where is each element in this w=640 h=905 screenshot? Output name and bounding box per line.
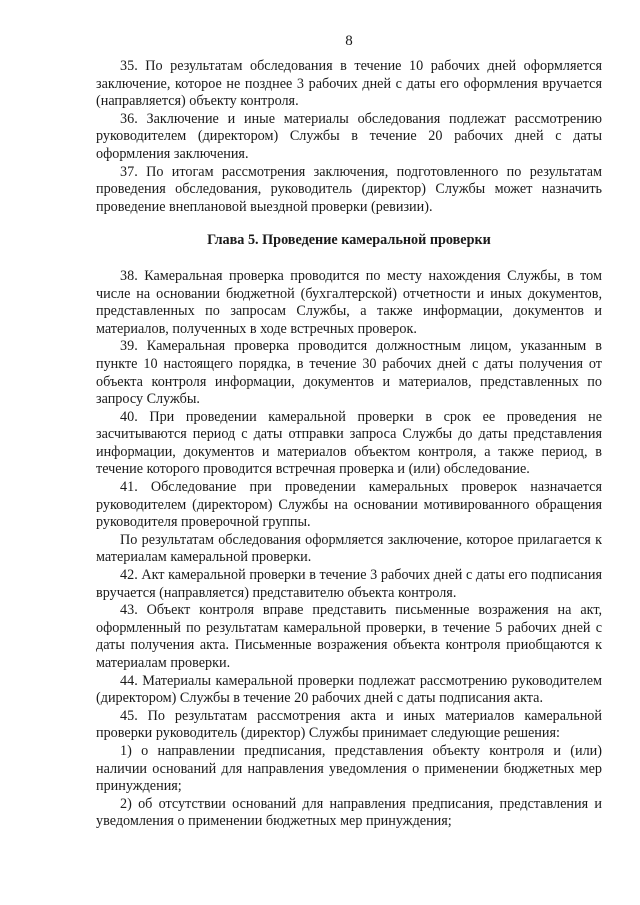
paragraph-43: 43. Объект контроля вправе представить письменные возражения на акт, оформленный по результатам камеральной проверки, в течение 5 рабочих дней с даты получения акта. Письменные возражения объекта контроля приобщаются к материалам проверки. (96, 602, 602, 671)
paragraph-39: 39. Камеральная проверка проводится должностным лицом, указанным в пункте 10 настоящего порядка, в течение 30 рабочих дней с даты получения от объекта контроля информации, документов и материалов, представленных по запросу Службы. (96, 338, 602, 408)
page-number: 8 (345, 33, 353, 49)
paragraph-36: 36. Заключение и иные материалы обследования подлежат рассмотрению руководителем (директором) Службы в течение 20 рабочих дней с даты оформления заключения. (96, 110, 602, 162)
paragraph-45: 45. По результатам рассмотрения акта и иных материалов камеральной проверки руководитель (директор) Службы принимает следующие решения: (96, 707, 602, 742)
paragraph-41-note: По результатам обследования оформляется заключение, которое прилагается к материалам камеральной проверки. (96, 531, 602, 566)
chapter-heading: Глава 5. Проведение камеральной проверки (207, 232, 491, 249)
paragraph-40: 40. При проведении камеральной проверки в срок ее проведения не засчитываются период с даты отправки запроса Службы до даты представления информации, документов и материалов объектом контроля, а также период, в течение которого проводится встречная проверка и (или) обследование. (96, 408, 602, 478)
paragraph-38: 38. Камеральная проверка проводится по месту нахождения Службы, в том числе на основании бюджетной (бухгалтерской) отчетности и иных документов, представленных по запросам Службы, а также информации, документов и материалов, полученных в ходе встречных проверок. (96, 267, 602, 337)
paragraph-37: 37. По итогам рассмотрения заключения, подготовленного по результатам проведения обследования, руководитель (директор) Службы может назначить проведение внеплановой выездной проверки (ревизии). (96, 163, 602, 215)
paragraph-42: 42. Акт камеральной проверки в течение 3 рабочих дней с даты его подписания вручается (направляется) представителю объекта контроля. (96, 567, 602, 601)
list-item-2: 2) об отсутствии оснований для направления предписания, представления и уведомления о применении бюджетных мер принуждения; (96, 795, 602, 830)
paragraph-44: 44. Материалы камеральной проверки подлежат рассмотрению руководителем (директором) Службы в течение 20 рабочих дней с даты подписания акта. (96, 672, 602, 707)
list-item-1: 1) о направлении предписания, представления объекту контроля и (или) наличии оснований для направления уведомления о применении бюджетных мер принуждения; (96, 742, 602, 795)
paragraph-35: 35. По результатам обследования в течение 10 рабочих дней оформляется заключение, которое не позднее 3 рабочих дней с даты его оформления вручается (направляется) объекту контроля. (96, 58, 602, 110)
paragraph-41: 41. Обследование при проведении камеральных проверок назначается руководителем (директором) Службы на основании мотивированного обращения руководителя проверочной группы. (96, 479, 602, 531)
